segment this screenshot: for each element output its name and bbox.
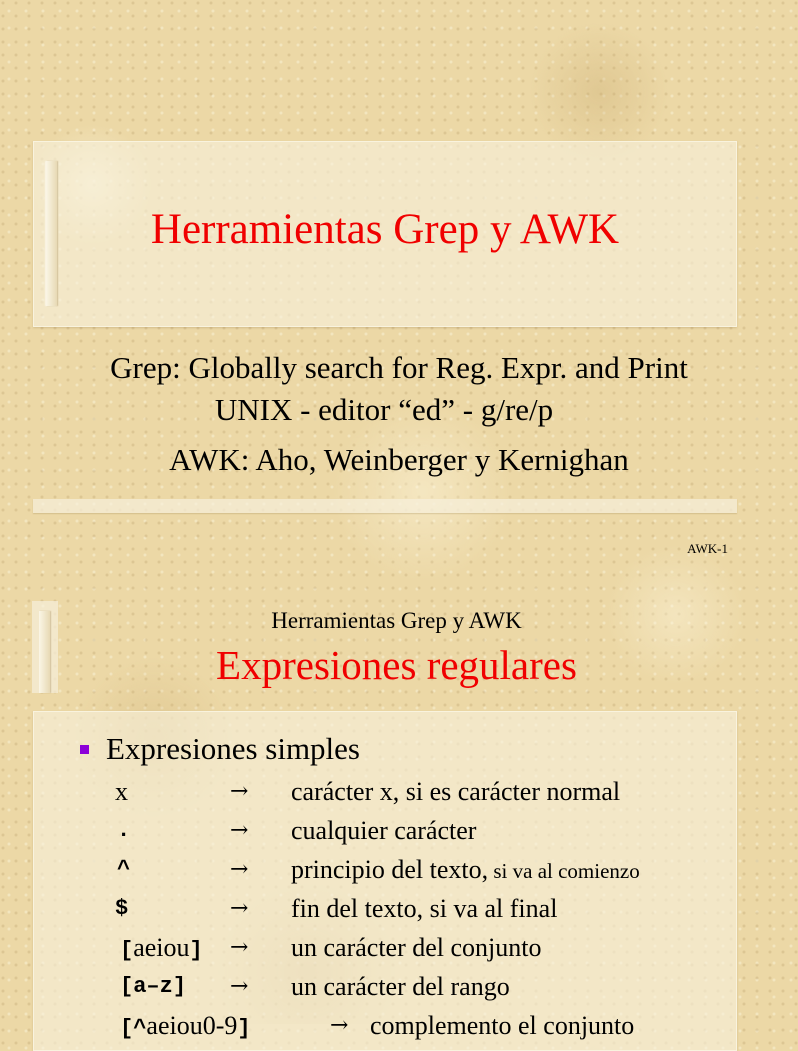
regex-row — [0, 967, 768, 1007]
arrow-icon: → — [230, 818, 249, 843]
regex-symbol — [120, 967, 186, 1007]
regex-symbol — [120, 1006, 251, 1049]
regex-row — [0, 772, 768, 812]
bullet-square-icon — [80, 745, 89, 754]
regex-description: un carácter del conjunto — [291, 933, 542, 962]
slide2-header: Herramientas Grep y AWK — [271, 608, 522, 633]
arrow-icon: → — [230, 935, 249, 960]
regex-description: carácter x, si es carácter normal — [291, 777, 621, 806]
symbol-inner: a–z — [133, 974, 173, 999]
bracket-close: ] — [172, 974, 187, 999]
regex-description-main: principio del texto, — [291, 855, 489, 884]
regex-description: complemento el conjunto — [370, 1011, 635, 1040]
regex-symbol: . — [117, 818, 131, 843]
arrow-icon: → — [230, 974, 249, 999]
regex-row — [0, 850, 768, 890]
symbol-inner: aeiou0-9 — [146, 1011, 238, 1040]
regex-description: fin del texto, si va al final — [291, 894, 558, 923]
bracket-open: [ — [120, 974, 134, 999]
bracket-open: [^ — [120, 1016, 147, 1041]
page-label: AWK-1 — [687, 541, 728, 556]
regex-row — [0, 1006, 768, 1046]
slide1-title: Herramientas Grep y AWK — [150, 206, 620, 253]
regex-description: un carácter del rango — [291, 972, 510, 1001]
regex-row — [0, 811, 768, 851]
bracket-close: ] — [189, 938, 203, 963]
regex-description: cualquier carácter — [291, 816, 477, 845]
arrow-icon: → — [230, 857, 249, 882]
bullet-text: Expresiones simples — [106, 731, 360, 766]
intro-line-awk: AWK: Aho, Weinberger y Kernighan — [169, 442, 629, 477]
arrow-icon: → — [230, 779, 249, 804]
regex-description-note: si va al comienzo — [488, 859, 640, 883]
arrow-icon: → — [230, 896, 249, 921]
symbol-inner: aeiou — [133, 933, 190, 962]
slide1-bottom-divider — [33, 499, 737, 513]
bracket-open: [ — [120, 938, 134, 963]
regex-symbol: $ — [115, 896, 129, 921]
bracket-close: ] — [237, 1016, 251, 1041]
regex-description — [291, 850, 640, 891]
regex-row — [0, 928, 768, 968]
slide2-title: Expresiones regulares — [216, 642, 577, 688]
regex-symbol — [120, 928, 203, 971]
regex-table — [0, 772, 768, 1041]
regex-symbol: x — [115, 777, 128, 806]
intro-line-grep: Grep: Globally search for Reg. Expr. and Print — [110, 350, 688, 385]
regex-symbol: ^ — [117, 857, 131, 882]
intro-line-unix: UNIX - editor “ed” - g/re/p — [214, 392, 554, 427]
arrow-icon: → — [330, 1013, 349, 1038]
regex-row — [0, 889, 768, 929]
